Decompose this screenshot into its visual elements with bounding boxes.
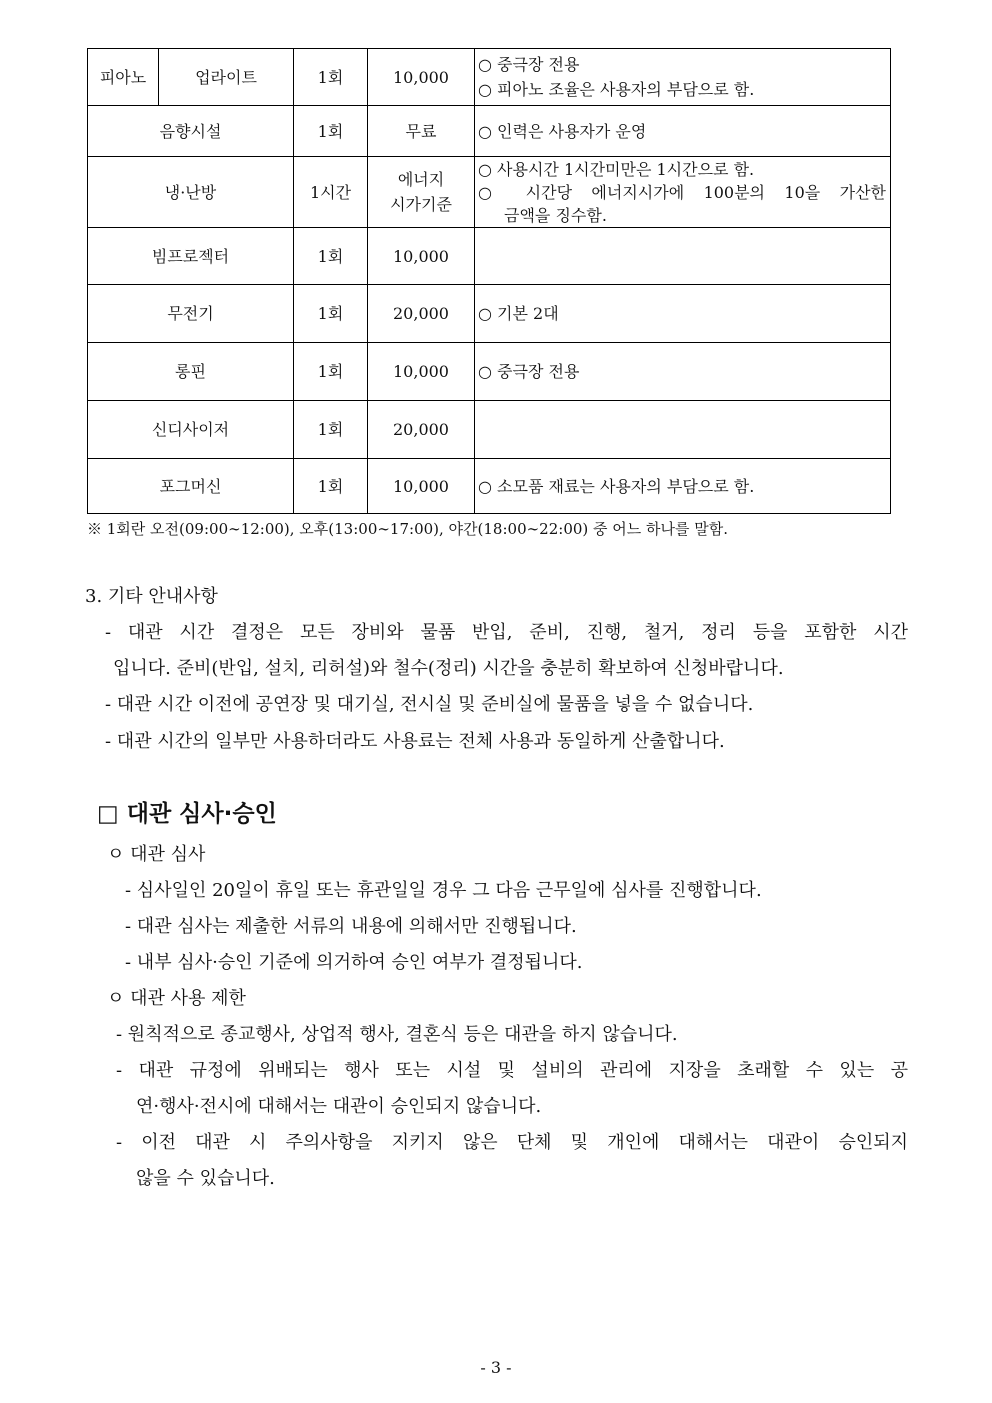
body-line: 입니다. 준비(반입, 설치, 리허설)와 철수(정리) 시간을 충분히 확보하여 신청바랍니다. xyxy=(113,658,784,679)
body-line: - 심사일인 20일이 휴일 또는 휴관일일 경우 그 다음 근무일에 심사를 진행합니다. xyxy=(125,880,762,901)
note-line: ○ 소모품 재료는 사용자의 부담으로 함. xyxy=(478,476,755,496)
table-row xyxy=(88,401,891,459)
subsection-title: ㅇ 대관 심사 xyxy=(107,844,206,865)
item-notes xyxy=(475,157,891,228)
note-line: ○ 기본 2대 xyxy=(478,304,559,323)
fee-table xyxy=(87,48,891,514)
page-number: - 3 - xyxy=(480,1358,512,1377)
note-line: ○ 중극장 전용 xyxy=(478,362,580,381)
table-row xyxy=(88,106,891,157)
table-row xyxy=(88,157,891,228)
table-row xyxy=(88,49,891,106)
item-fee: 10,000 xyxy=(368,228,475,285)
fee-line: 에너지 xyxy=(397,170,445,189)
body-line: 연·행사·전시에 대해서는 대관이 승인되지 않습니다. xyxy=(136,1096,542,1117)
item-name: 음향시설 xyxy=(88,106,294,157)
fee-line: 시가기준 xyxy=(390,195,452,214)
body-line: - 대관 시간 이전에 공연장 및 대기실, 전시실 및 준비실에 물품을 넣을 수 없습니다. xyxy=(105,694,754,715)
item-fee: 20,000 xyxy=(368,401,475,459)
item-name: 업라이트 xyxy=(159,49,294,106)
item-name: 냉·난방 xyxy=(88,157,294,228)
item-name: 빔프로젝터 xyxy=(88,228,294,285)
section-heading: □ 대관 심사·승인 xyxy=(97,801,277,827)
table-row xyxy=(88,285,891,343)
body-line: 않을 수 있습니다. xyxy=(136,1168,275,1189)
body-line: - 대관 시간의 일부만 사용하더라도 사용료는 전체 사용과 동일하게 산출합니다. xyxy=(105,731,725,752)
item-notes xyxy=(475,401,891,459)
table-row xyxy=(88,459,891,514)
item-fee xyxy=(368,157,475,228)
item-fee: 10,000 xyxy=(368,343,475,401)
item-unit: 1시간 xyxy=(294,157,368,228)
body-line: - 대관 시간 결정은 모든 장비와 물품 반입, 준비, 진행, 철거, 정리 등을 포함한 시간 xyxy=(105,622,908,643)
table-footnote: ※ 1회란 오전(09:00∼12:00), 오후(13:00∼17:00), 야간(18:00∼22:00) 중 어느 하나를 말함. xyxy=(87,520,729,538)
item-name: 롱핀 xyxy=(88,343,294,401)
section-title: 3. 기타 안내사항 xyxy=(85,586,218,607)
item-unit: 1회 xyxy=(294,343,368,401)
body-line: - 원칙적으로 종교행사, 상업적 행사, 결혼식 등은 대관을 하지 않습니다. xyxy=(116,1024,678,1045)
note-line: ○ 피아노 조율은 사용자의 부담으로 함. xyxy=(478,80,755,99)
body-line: - 내부 심사·승인 기준에 의거하여 승인 여부가 결정됩니다. xyxy=(125,952,583,973)
item-notes xyxy=(475,343,891,401)
table-row xyxy=(88,343,891,401)
table-row xyxy=(88,228,891,285)
body-line: - 대관 규정에 위배되는 행사 또는 시설 및 설비의 관리에 지장을 초래할 수 있는 공 xyxy=(116,1060,908,1081)
item-unit: 1회 xyxy=(294,459,368,514)
item-unit: 1회 xyxy=(294,285,368,343)
item-notes xyxy=(475,285,891,343)
note-line: 금액을 징수함. xyxy=(504,205,607,225)
item-fee: 20,000 xyxy=(368,285,475,343)
item-name: 무전기 xyxy=(88,285,294,343)
item-unit: 1회 xyxy=(294,106,368,157)
item-name: 신디사이저 xyxy=(88,401,294,459)
note-line: ○ 시간당 에너지시가에 100분의 10을 가산한 xyxy=(478,182,886,202)
item-unit: 1회 xyxy=(294,49,368,106)
body-line: - 이전 대관 시 주의사항을 지키지 않은 단체 및 개인에 대해서는 대관이 승인되지 xyxy=(116,1132,908,1153)
item-notes xyxy=(475,228,891,285)
item-unit: 1회 xyxy=(294,401,368,459)
note-line: ○ 사용시간 1시간미만은 1시간으로 함. xyxy=(478,159,755,179)
item-notes xyxy=(475,49,891,106)
body-line: - 대관 심사는 제출한 서류의 내용에 의해서만 진행됩니다. xyxy=(125,916,577,937)
item-category: 피아노 xyxy=(88,49,159,106)
item-fee: 무료 xyxy=(368,106,475,157)
subsection-title: ㅇ 대관 사용 제한 xyxy=(107,988,246,1009)
note-line: ○ 중극장 전용 xyxy=(478,55,580,74)
item-notes xyxy=(475,459,891,514)
item-fee: 10,000 xyxy=(368,459,475,514)
item-notes xyxy=(475,106,891,157)
item-unit: 1회 xyxy=(294,228,368,285)
note-line: ○ 인력은 사용자가 운영 xyxy=(478,121,647,141)
item-fee: 10,000 xyxy=(368,49,475,106)
item-name: 포그머신 xyxy=(88,459,294,514)
